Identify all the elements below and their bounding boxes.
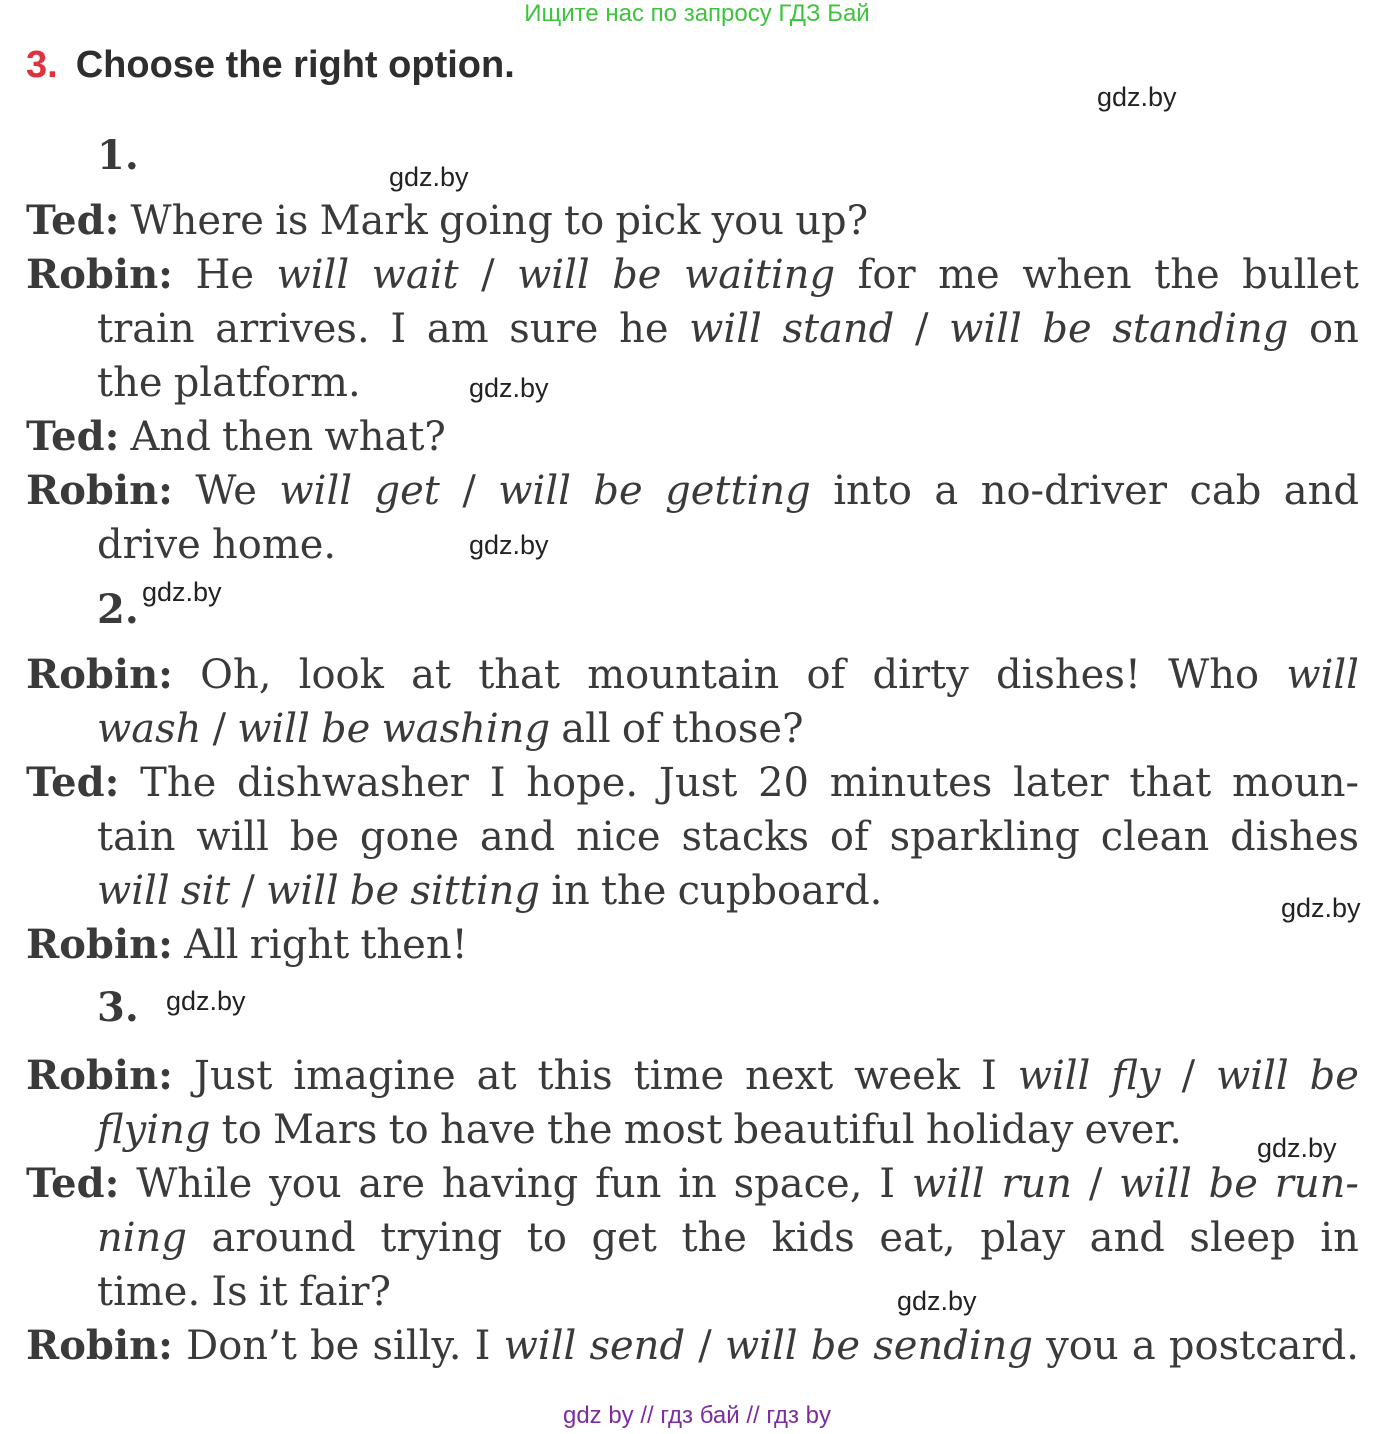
footer-links[interactable]: gdz by // гдз бай // гдз by	[562, 1402, 832, 1429]
speaker-label: Robin:	[26, 651, 173, 698]
watermark: gdz.by	[389, 162, 469, 192]
speaker-label: Ted:	[26, 197, 120, 244]
speaker-label: Robin:	[26, 1052, 173, 1099]
top-banner: Ищите нас по запросу ГДЗ Бай	[524, 0, 870, 27]
watermark: gdz.by	[1097, 82, 1177, 112]
dialogue-part-1: Ted: Where is Mark going to pick you up? Robin: He will wait / will be waiting for me when the bullet train arrives. I am sure he will stand / will be standing on the platform. Ted: And then what? Robin: We will get / will be getting into a no-driver cab and drive home.	[26, 194, 1359, 572]
speaker-label: Robin:	[26, 467, 173, 514]
task-number: 3.	[26, 44, 58, 86]
task-heading	[26, 44, 515, 87]
speaker-label: Ted:	[26, 1160, 120, 1207]
speaker-label: Robin:	[26, 251, 173, 298]
watermark: gdz.by	[142, 577, 222, 607]
watermark: gdz.by	[1281, 893, 1361, 923]
watermark: gdz.by	[469, 530, 549, 560]
speaker-label: Ted:	[26, 759, 120, 806]
watermark: gdz.by	[897, 1286, 977, 1316]
part-number: 1.	[97, 132, 139, 179]
dialogue-part-3: Robin: Just imagine at this time next week I will fly / will be flying to Mars to have the most beautiful holiday ever. Ted: While you are having fun in space, I will run / will be run- ning around trying to get the kids eat, play and sleep in time. Is it fair? Robin: Don’t be silly. I will send / will be sending you a postcard.	[26, 1049, 1359, 1373]
speaker-label: Robin:	[26, 1322, 173, 1369]
speaker-label: Robin:	[26, 921, 173, 968]
part-number: 2.	[97, 586, 139, 633]
watermark: gdz.by	[166, 986, 246, 1016]
task-title: Choose the right option.	[75, 44, 515, 86]
watermark: gdz.by	[469, 373, 549, 403]
part-number: 3.	[97, 984, 139, 1031]
speaker-label: Ted:	[26, 413, 120, 460]
watermark: gdz.by	[1257, 1133, 1337, 1163]
dialogue-part-2: Robin: Oh, look at that mountain of dirty dishes! Who will wash / will be washing all of those? Ted: The dishwasher I hope. Just 20 minutes later that moun- tain will be gone and nice stacks of sparkling clean dishes will sit / will be sitting in the cupboard. Robin: All right then!	[26, 648, 1359, 972]
